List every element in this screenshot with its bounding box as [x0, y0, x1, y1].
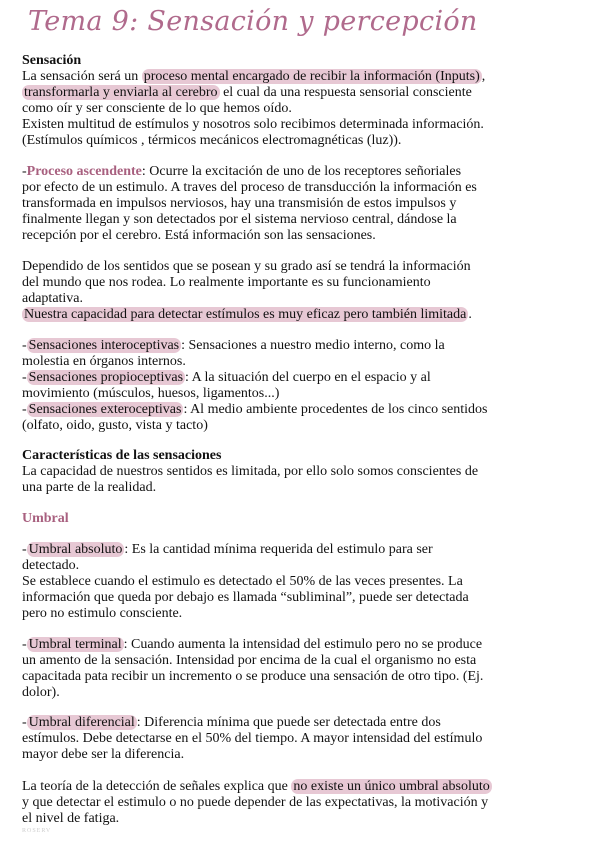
highlight: transformarla y enviarla al cerebro	[24, 85, 218, 100]
text-line: estímulos. Debe detectarse en el 50% del tiempo. A mayor intensidad del estímulo	[22, 731, 483, 746]
text-line: por efecto de un estimulo. A traves del proceso de transducción la información es	[22, 180, 477, 195]
text-line: La teoría de la detección de señales explica que no existe un único umbral absoluto	[22, 779, 490, 794]
page-title: Tema 9: Sensación y percepción	[28, 6, 478, 37]
text-line: - Umbral terminal : Cuando aumenta la intensidad del estimulo pero no se produce	[22, 637, 483, 652]
text-line: transformada en impulsos nerviosos, hay una transmisión de estos impulsos y	[22, 196, 457, 211]
text-line: capacitada pata recibir un incremento o se produce una sensación de otro tipo. (Ej.	[22, 669, 484, 684]
section-heading-sensacion: Sensación	[22, 53, 82, 68]
text-line: (olfato, oido, gusto, vista y tacto)	[22, 418, 208, 433]
text-line: como oír y ser consciente de lo que hemos oído.	[22, 101, 292, 116]
term-umbral-diferencial: Umbral diferencial	[28, 715, 135, 730]
text-line: (Estímulos químicos , térmicos mecánicos electromagnéticas (luz)).	[22, 133, 402, 148]
text-line: -Proceso ascendente: Ocurre la excitación de uno de los receptores señoriales	[22, 164, 462, 179]
term-propioceptivas: Sensaciones propioceptivas	[28, 370, 184, 385]
highlight: Nuestra capacidad para detectar estímulos es muy eficaz pero también limitada	[24, 307, 467, 322]
text-line: el nivel de fatiga.	[22, 811, 120, 826]
text-line: una parte de la realidad.	[22, 480, 157, 495]
term-exteroceptivas: Sensaciones exteroceptivas	[28, 402, 182, 417]
text-line: Existen multitud de estímulos y nosotros solo recibimos determinada información.	[22, 117, 484, 132]
text-line: molestia en órganos internos.	[22, 354, 186, 369]
text-line: del mundo que nos rodea. Lo realmente importante es su funcionamiento	[22, 275, 431, 290]
text-line: finalmente llegan y son detectados por el sistema nervioso central, dándose la	[22, 212, 457, 227]
text-line: transformarla y enviarla al cerebro el cual da una respuesta sensorial consciente	[24, 85, 472, 100]
highlight: proceso mental encargado de recibir la información (Inputs)	[143, 69, 480, 84]
text-line: La sensación será un proceso mental encargado de recibir la información (Inputs) ,	[22, 69, 486, 84]
text-line: Se establece cuando el estimulo es detectado el 50% de las veces presentes. La	[22, 574, 463, 589]
term-umbral-terminal: Umbral terminal	[28, 637, 122, 652]
text-line: adaptativa.	[22, 291, 84, 306]
section-heading-umbral: Umbral	[22, 511, 69, 526]
text-line: y que detectar el estimulo o no puede depender de las expectativas, la motivación y	[22, 795, 489, 810]
text-line: recepción por el cerebro. Está información son las sensaciones.	[22, 228, 376, 243]
text-line: dolor).	[22, 685, 60, 700]
text-line: pero no estimulo consciente.	[22, 606, 183, 621]
text-line: detectado.	[22, 558, 80, 573]
text-line: información que queda por debajo es llamada “subliminal”, puede ser detectada	[22, 590, 469, 605]
text-line: - Sensaciones interoceptivas : Sensaciones a nuestro medio interno, como la	[22, 338, 445, 353]
text-line: movimiento (músculos, huesos, ligamentos...)	[22, 386, 280, 401]
term-umbral-absoluto: Umbral absoluto	[28, 542, 123, 557]
term-interoceptivas: Sensaciones interoceptivas	[28, 338, 180, 353]
text-line: - Sensaciones exteroceptivas : Al medio ambiente procedentes de los cinco sentidos	[22, 402, 488, 417]
text-line: Nuestra capacidad para detectar estímulos es muy eficaz pero también limitada .	[24, 307, 472, 322]
highlight: no existe un único umbral absoluto	[293, 779, 490, 794]
watermark: ROSERV	[22, 828, 52, 834]
text-line: mayor debe ser la diferencia.	[22, 747, 185, 762]
text-line: - Umbral diferencial : Diferencia mínima que puede ser detectada entre dos	[22, 715, 441, 730]
text-line: Dependido de los sentidos que se posean y su grado así se tendrá la información	[22, 259, 471, 274]
text-line: La capacidad de nuestros sentidos es limitada, por ello solo somos conscientes de	[22, 464, 479, 479]
term-proceso-ascendente: Proceso ascendente	[26, 164, 142, 179]
text-line: un amento de la sensación. Intensidad por encima de la cual el organismo no esta	[22, 653, 477, 668]
text-line: - Sensaciones propioceptivas : A la situación del cuerpo en el espacio y al	[22, 370, 431, 385]
section-heading-caracteristicas: Características de las sensaciones	[22, 448, 222, 463]
text-line: - Umbral absoluto : Es la cantidad mínima requerida del estimulo para ser	[22, 542, 433, 557]
